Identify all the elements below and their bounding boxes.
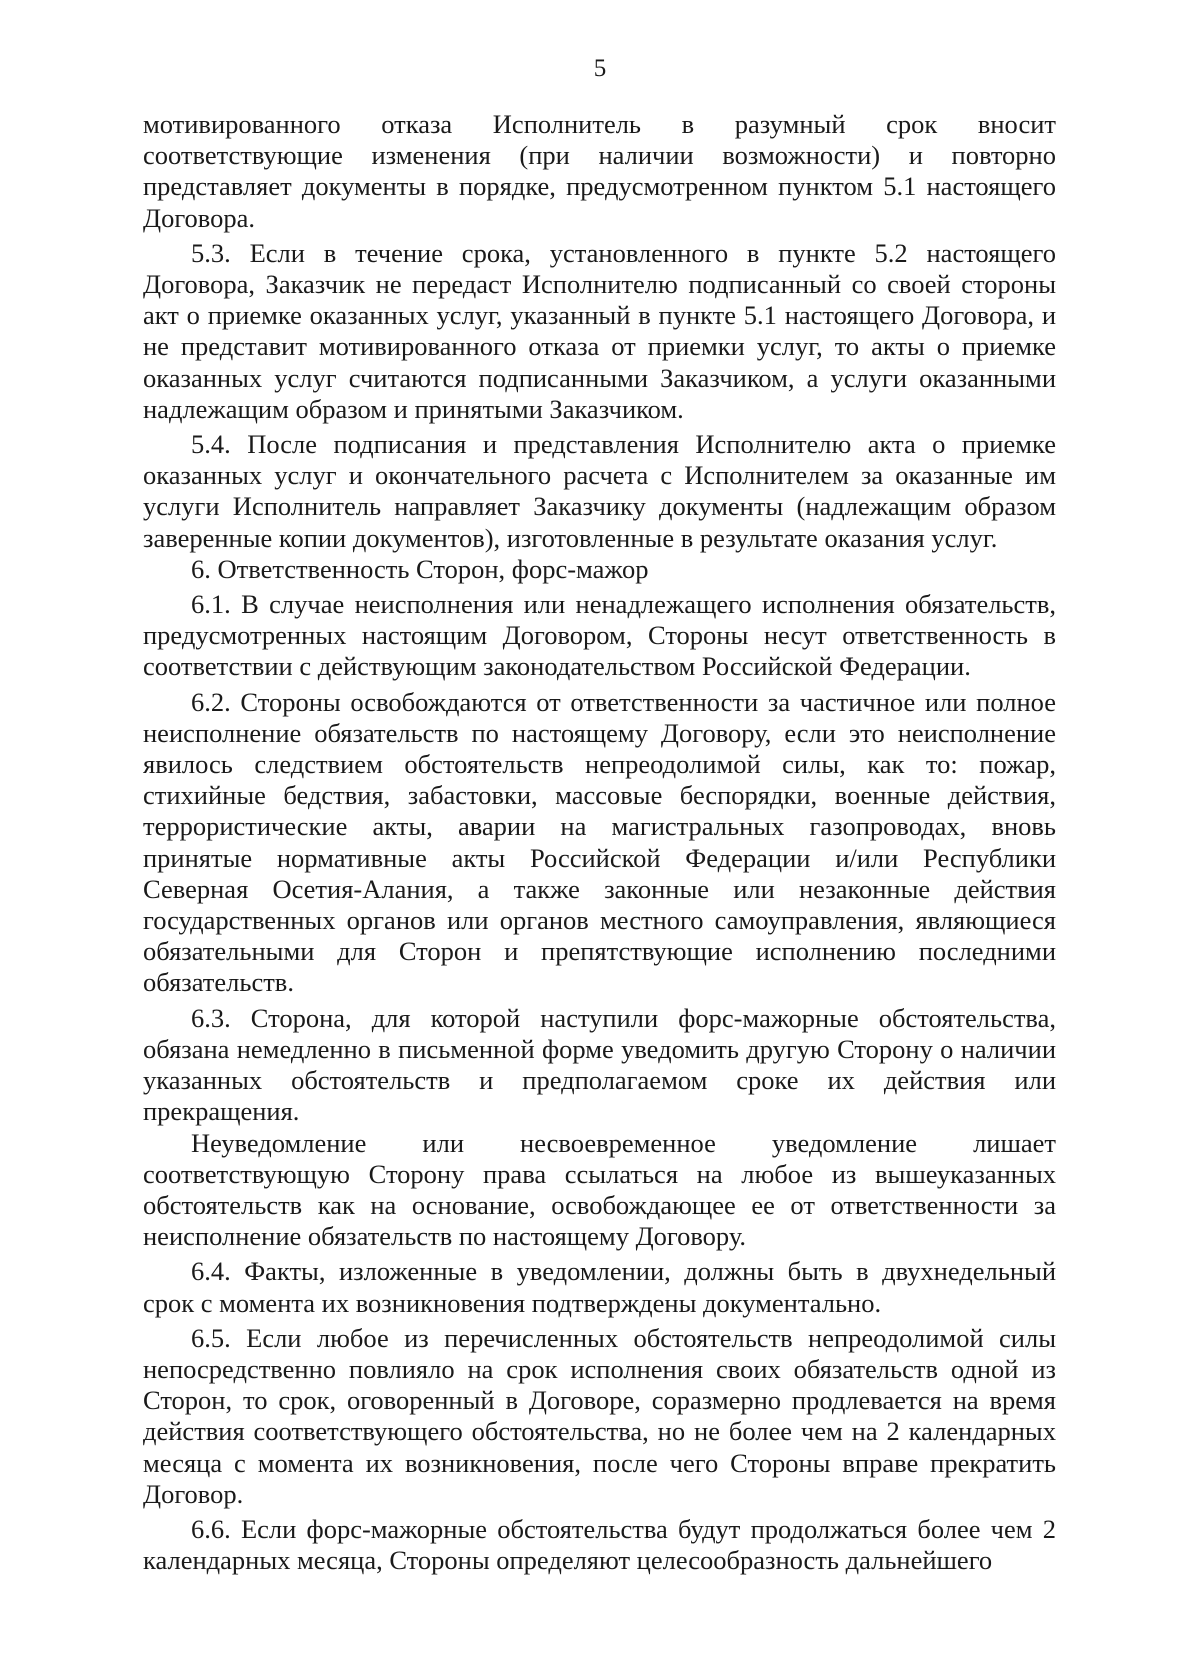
paragraph-6-5: 6.5. Если любое из перечисленных обстоятельств непреодолимой силы непосредственно повлияло на срок исполнения своих обязательств одной из Сторон, то срок, оговоренный в Договоре, соразмерно продлевается на время действия соответствующего обстоятельства, но не более чем на 2 календарных месяца с момента их возникновения, после чего Стороны вправе прекратить Договор. — [143, 1322, 1056, 1509]
paragraph-5-3: 5.3. Если в течение срока, установленного в пункте 5.2 настоящего Договора, Заказчик не передаст Исполнителю подписанный со своей стороны акт о приемке оказанных услуг, указанный в пункте 5.1 настоящего Договора, и не представит мотивированного отказа от приемки услуг, то акты о приемке оказанных услуг считаются подписанными Заказчиком, а услуги оказанными надлежащим образом и принятыми Заказчиком. — [143, 237, 1056, 424]
paragraph-6-3: 6.3. Сторона, для которой наступили форс-мажорные обстоятельства, обязана немедленно в письменной форме уведомить другую Сторону о наличии указанных обстоятельств и предполагаемом сроке их действия или прекращения. — [143, 1002, 1056, 1127]
section-heading-6: 6. Ответственность Сторон, форс-мажор — [191, 553, 649, 584]
paragraph-5-4: 5.4. После подписания и представления Исполнителю акта о приемке оказанных услуг и окончательного расчета с Исполнителем за оказанные им услуги Исполнитель направляет Заказчику документы (надлежащим образом заверенные копии документов), изготовленные в результате оказания услуг. — [143, 429, 1056, 553]
document-body — [143, 109, 1056, 1576]
paragraph-6-6: 6.6. Если форс-мажорные обстоятельства будут продолжаться более чем 2 календарных месяца, Стороны определяют целесообразность дальнейшего — [143, 1513, 1056, 1576]
paragraph-notification: Неуведомление или несвоевременное уведомление лишает соответствующую Сторону права ссылаться на любое из вышеуказанных обстоятельств как на основание, освобождающее ее от ответственности за неисполнение обязательств по настоящему Договору. — [143, 1127, 1056, 1252]
page-number: 5 — [593, 55, 607, 82]
paragraph-6-4: 6.4. Факты, изложенные в уведомлении, должны быть в двухнедельный срок с момента их возникновения подтверждены документально. — [143, 1256, 1056, 1318]
paragraph-6-2: 6.2. Стороны освобождаются от ответственности за частичное или полное неисполнение обязательств по настоящему Договору, если это неисполнение явилось следствием обстоятельств непреодолимой силы, как то: пожар, стихийные бедствия, забастовки, массовые беспорядки, военные действия, террористические акты, аварии на магистральных газопроводах, вновь принятые нормативные акты Российской Федерации и/или Республики Северная Осетия-Алания, а также законные или незаконные действия государственных органов или органов местного самоуправления, являющиеся обязательными для Сторон и препятствующие исполнению последними обязательств. — [143, 686, 1056, 998]
paragraph-6-1: 6.1. В случае неисполнения или ненадлежащего исполнения обязательств, предусмотренных настоящим Договором, Стороны несут ответственность в соответствии с действующим законодательством Российской Федерации. — [143, 589, 1056, 682]
paragraph-continuation: мотивированного отказа Исполнитель в разумный срок вносит соответствующие изменения (при наличии возможности) и повторно представляет документы в порядке, предусмотренном пунктом 5.1 настоящего Договора. — [143, 109, 1056, 233]
